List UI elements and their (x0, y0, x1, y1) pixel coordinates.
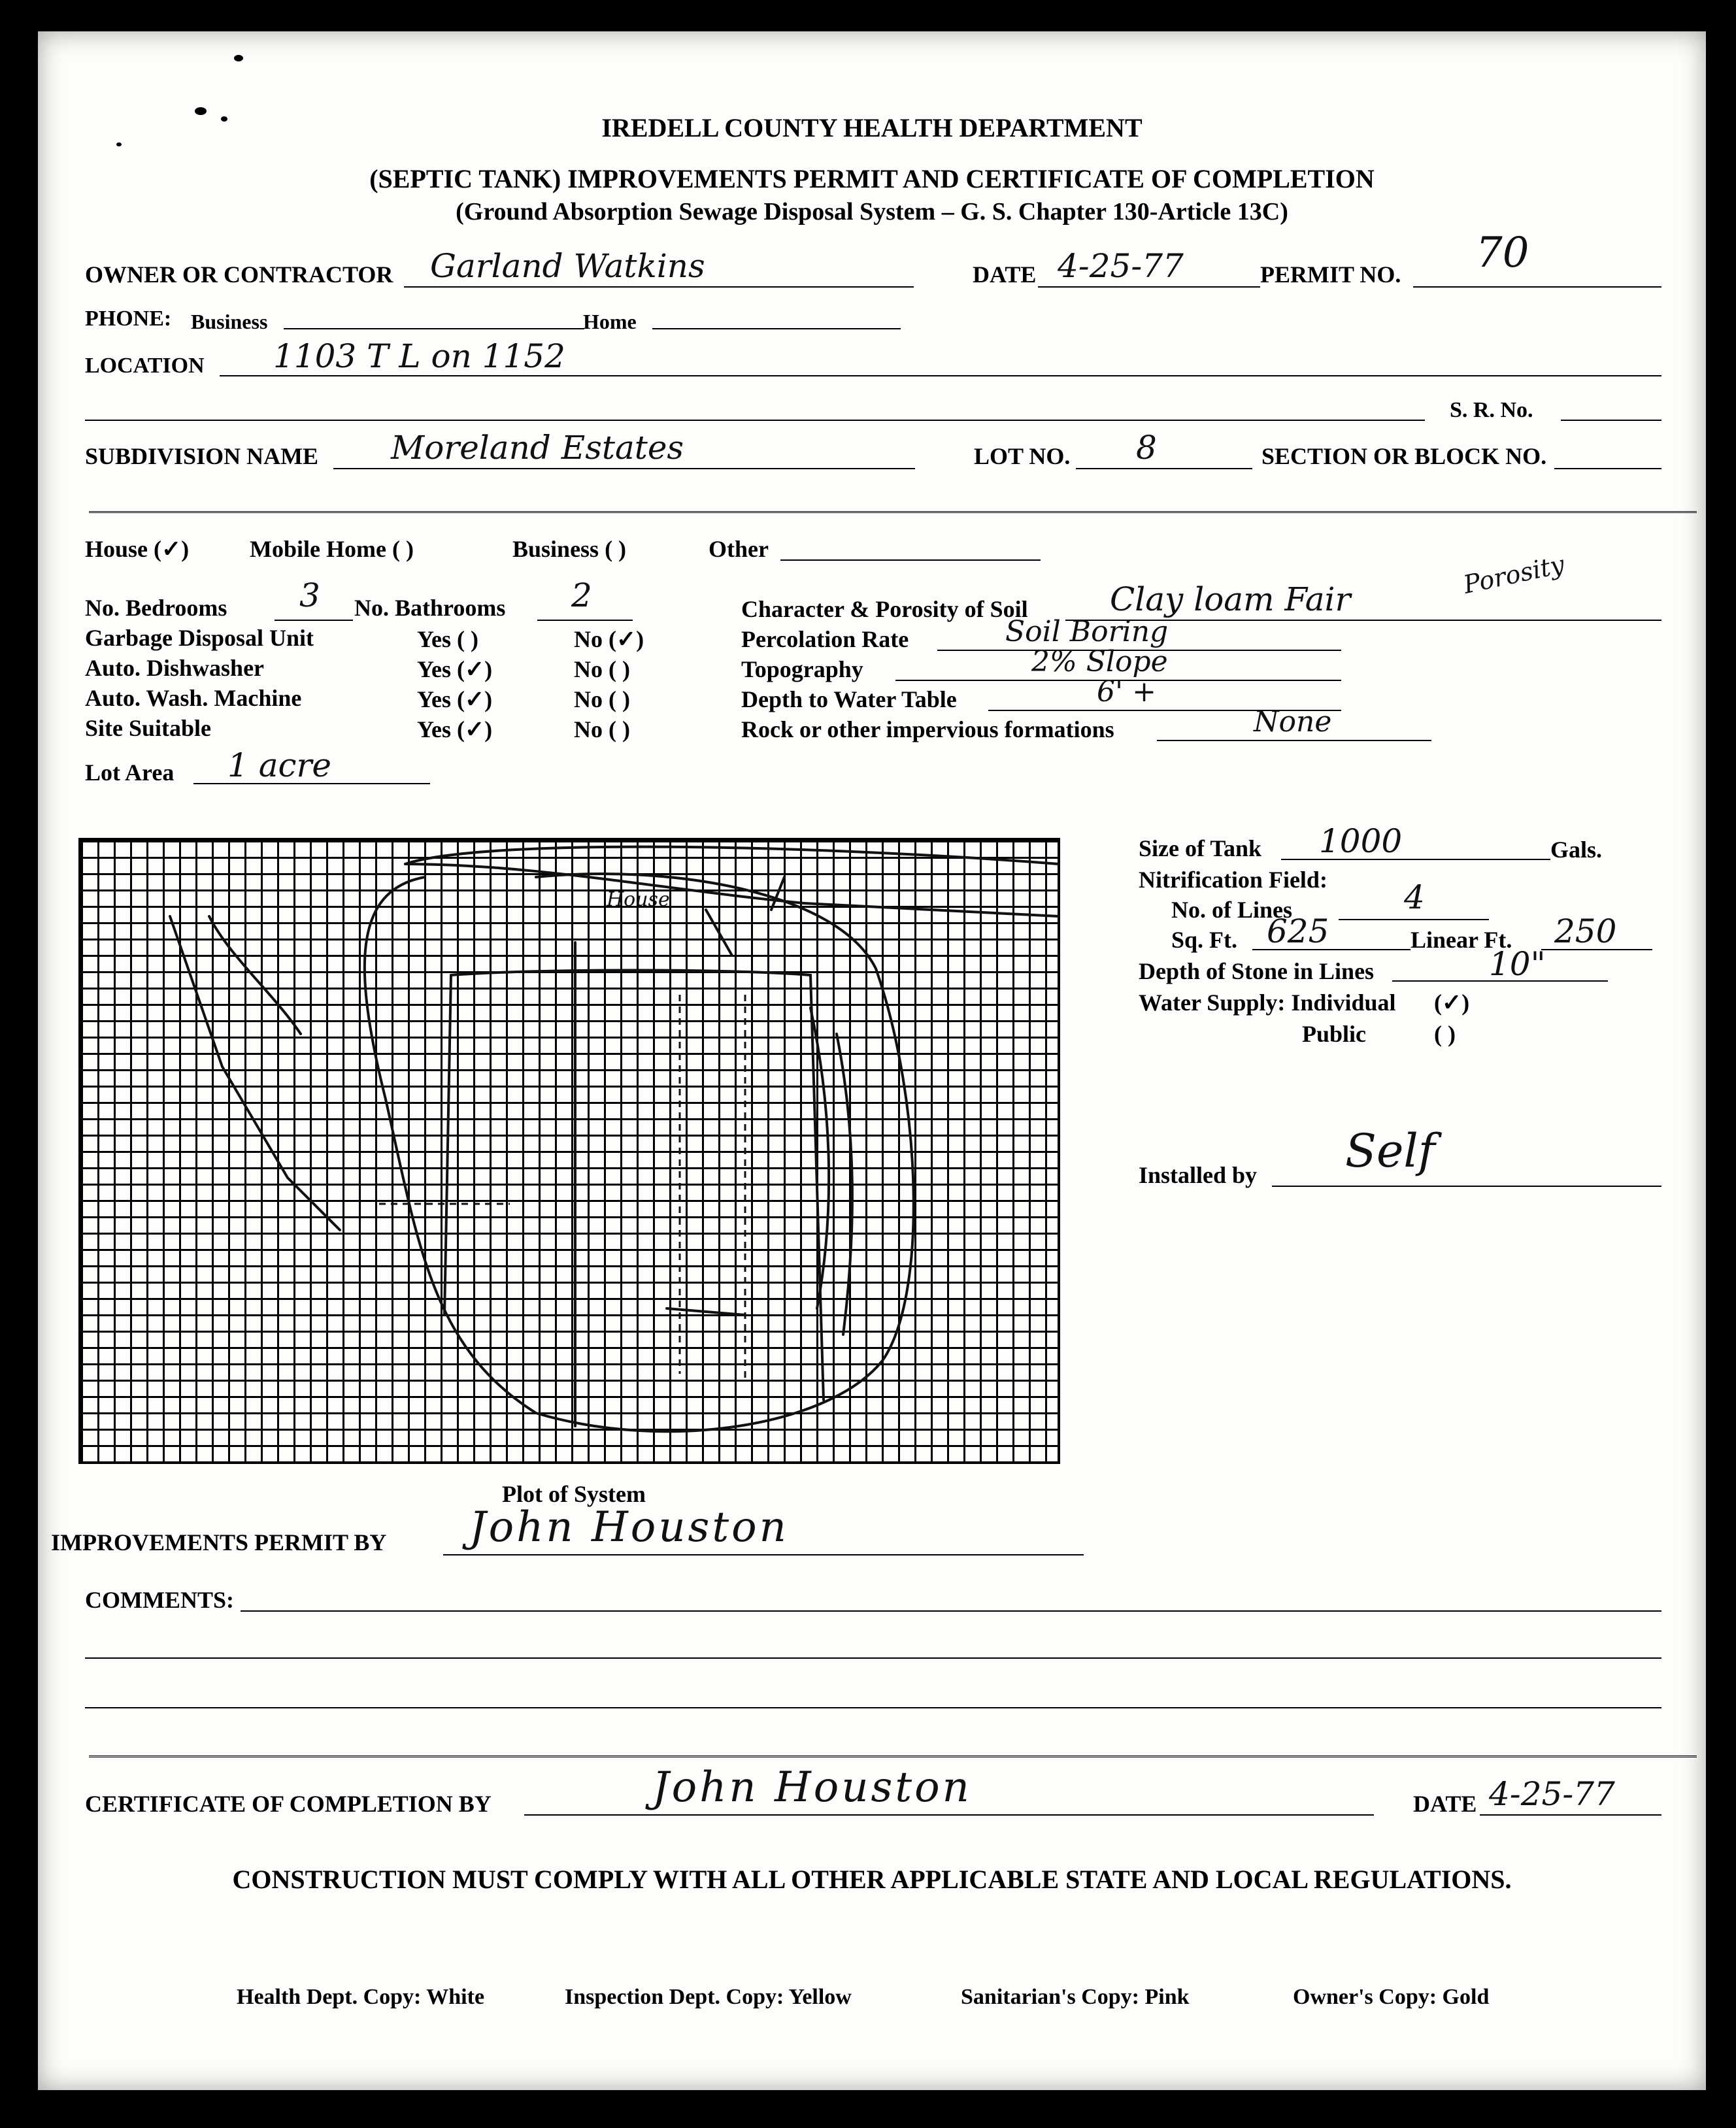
department-title: IREDELL COUNTY HEALTH DEPARTMENT (601, 113, 1143, 142)
subdivision-line (333, 468, 915, 469)
form-title: (SEPTIC TANK) IMPROVEMENTS PERMIT AND CERTIFICATE OF COMPLETION (369, 164, 1375, 193)
lot-no-label: LOT NO. (974, 443, 1071, 469)
date-label: DATE (973, 261, 1037, 288)
comments-label: COMMENTS: (85, 1587, 234, 1613)
plot-sketch-label: House (607, 888, 670, 911)
scan-speck (116, 142, 122, 146)
installed-by-line (1272, 1186, 1661, 1187)
bedrooms-value[interactable]: 3 (299, 576, 320, 614)
comments-line-1[interactable] (241, 1610, 1661, 1612)
business-phone-line[interactable] (284, 328, 584, 329)
public-label: Public (1302, 1021, 1367, 1047)
rock-formations-value[interactable]: None (1254, 705, 1332, 739)
site-suitable-label: Site Suitable (85, 715, 212, 741)
bedrooms-line (275, 620, 353, 621)
rock-formations-label: Rock or other impervious formations (741, 716, 1114, 742)
section-divider (89, 511, 1697, 513)
scan-speck (195, 107, 207, 115)
linear-ft-label: Linear Ft. (1410, 927, 1512, 953)
certificate-line (524, 1814, 1374, 1816)
sr-no-label: S. R. No. (1450, 398, 1533, 422)
certificate-signature: John Houston (652, 1763, 972, 1812)
topography-value[interactable]: 2% Slope (1031, 645, 1168, 678)
subdivision-label: SUBDIVISION NAME (85, 443, 319, 469)
scan-speck (221, 116, 227, 122)
plot-sketch (78, 838, 1060, 1464)
water-table-value[interactable]: 6' + (1097, 675, 1156, 708)
stone-depth-value[interactable]: 10" (1489, 945, 1546, 983)
bathrooms-value[interactable]: 2 (571, 576, 592, 614)
wash-machine-label: Auto. Wash. Machine (85, 685, 302, 711)
topography-label: Topography (741, 656, 863, 682)
comments-line-3[interactable] (85, 1707, 1661, 1708)
public-option[interactable]: ( ) (1434, 1021, 1456, 1047)
other-line[interactable] (780, 559, 1041, 561)
mobile-home-option[interactable]: Mobile Home ( ) (250, 536, 414, 562)
certificate-date-line (1480, 1814, 1661, 1816)
section-block-line[interactable] (1554, 468, 1661, 469)
business-option[interactable]: Business ( ) (512, 536, 627, 562)
lines-label: No. of Lines (1171, 897, 1293, 923)
improvements-permit-label: IMPROVEMENTS PERMIT BY (51, 1529, 387, 1555)
permit-form (38, 31, 1706, 2090)
date-value[interactable]: 4-25-77 (1058, 247, 1184, 285)
bathrooms-line (537, 620, 633, 621)
percolation-value[interactable]: Soil Boring (1005, 615, 1169, 648)
owner-label: OWNER OR CONTRACTOR (85, 261, 393, 288)
sq-ft-value[interactable]: 625 (1267, 912, 1329, 950)
section-block-label: SECTION OR BLOCK NO. (1261, 443, 1547, 469)
lot-no-line (1076, 468, 1252, 469)
lines-line (1339, 919, 1489, 920)
bedrooms-label: No. Bedrooms (85, 595, 227, 621)
site-suitable-no[interactable]: No ( ) (574, 716, 630, 742)
wash-machine-yes[interactable]: Yes (✓) (417, 686, 493, 712)
water-supply-label: Water Supply: Individual (1139, 989, 1396, 1016)
soil-character-value[interactable]: Clay loam Fair (1110, 580, 1351, 618)
site-suitable-yes[interactable]: Yes (✓) (417, 716, 493, 742)
copy-gold: Owner's Copy: Gold (1293, 1985, 1490, 2009)
tank-size-value[interactable]: 1000 (1319, 822, 1403, 860)
home-phone-label: Home (583, 310, 637, 333)
business-phone-label: Business (191, 310, 268, 333)
lot-no-value[interactable]: 8 (1136, 429, 1157, 467)
improvements-permit-line (443, 1554, 1084, 1555)
sq-ft-label: Sq. Ft. (1171, 927, 1238, 953)
dishwasher-label: Auto. Dishwasher (85, 655, 265, 681)
stone-depth-label: Depth of Stone in Lines (1139, 958, 1375, 984)
home-phone-line[interactable] (652, 328, 901, 329)
footer-divider (89, 1755, 1697, 1757)
lot-area-value[interactable]: 1 acre (227, 746, 332, 784)
owner-value[interactable]: Garland Watkins (430, 247, 705, 285)
water-table-label: Depth to Water Table (741, 686, 957, 712)
phone-label: PHONE: (85, 307, 172, 331)
bathrooms-label: No. Bathrooms (354, 595, 506, 621)
certificate-date-value[interactable]: 4-25-77 (1489, 1775, 1615, 1813)
dishwasher-yes[interactable]: Yes (✓) (417, 656, 493, 682)
permit-line (1413, 286, 1661, 288)
owner-line (404, 286, 914, 288)
garbage-disposal-label: Garbage Disposal Unit (85, 625, 314, 651)
tank-size-label: Size of Tank (1139, 835, 1262, 861)
dishwasher-no[interactable]: No ( ) (574, 656, 630, 682)
location-value[interactable]: 1103 T L on 1152 (273, 337, 565, 375)
permit-label: PERMIT NO. (1260, 261, 1401, 288)
soil-character-label: Character & Porosity of Soil (741, 596, 1028, 622)
comments-line-2[interactable] (85, 1657, 1661, 1659)
other-label: Other (709, 536, 769, 562)
copy-white: Health Dept. Copy: White (237, 1985, 485, 2009)
regulations-notice: CONSTRUCTION MUST COMPLY WITH ALL OTHER APPLICABLE STATE AND LOCAL REGULATIONS. (232, 1865, 1512, 1894)
plot-caption: Plot of System (502, 1481, 646, 1507)
installed-by-label: Installed by (1139, 1162, 1258, 1188)
garbage-no[interactable]: No (✓) (574, 626, 644, 652)
certificate-label: CERTIFICATE OF COMPLETION BY (85, 1791, 492, 1817)
scan-speck (234, 55, 243, 61)
permit-value[interactable]: 70 (1476, 229, 1529, 277)
porosity-note: Porosity (1461, 550, 1567, 599)
form-subtitle: (Ground Absorption Sewage Disposal System – G. S. Chapter 130-Article 13C) (456, 198, 1288, 225)
garbage-yes[interactable]: Yes ( ) (417, 626, 478, 652)
house-option[interactable]: House (✓) (85, 536, 190, 562)
certificate-date-label: DATE (1413, 1791, 1477, 1817)
improvements-signature: John Houston (469, 1503, 789, 1552)
lines-value[interactable]: 4 (1404, 878, 1425, 916)
sr-no-line[interactable] (1561, 420, 1661, 421)
linear-ft-value[interactable]: 250 (1554, 912, 1617, 950)
rock-formations-line (1157, 740, 1431, 741)
water-supply-individual[interactable]: (✓) (1434, 989, 1470, 1016)
nitrification-label: Nitrification Field: (1139, 867, 1327, 893)
gals-label: Gals. (1550, 837, 1603, 863)
location-label: LOCATION (85, 354, 205, 378)
location-line (220, 375, 1661, 376)
location-line-2 (85, 420, 1425, 421)
percolation-label: Percolation Rate (741, 626, 909, 652)
installed-by-value[interactable]: Self (1345, 1124, 1435, 1178)
copy-pink: Sanitarian's Copy: Pink (961, 1985, 1190, 2009)
wash-machine-no[interactable]: No ( ) (574, 686, 630, 712)
copy-yellow: Inspection Dept. Copy: Yellow (565, 1985, 852, 2009)
subdivision-value[interactable]: Moreland Estates (391, 429, 684, 467)
date-line (1038, 286, 1260, 288)
lot-area-label: Lot Area (85, 759, 175, 786)
